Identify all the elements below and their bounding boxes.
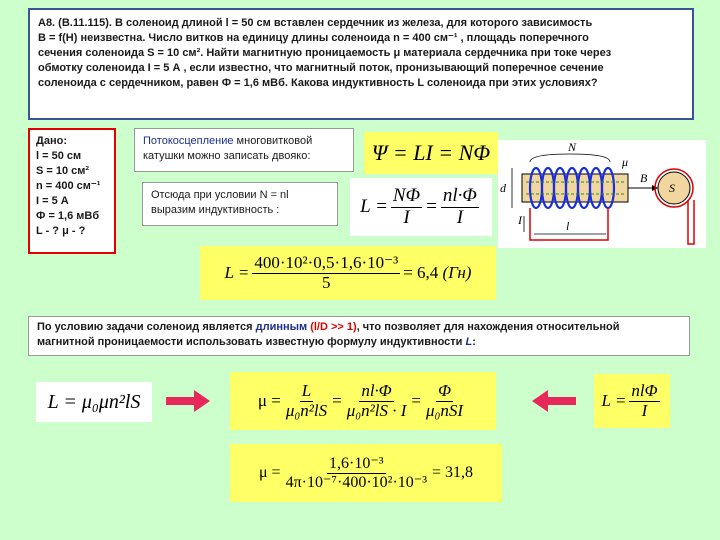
formula-mu: μ = $\frac{L}{\text{μ₀n²lS}}$ = $\frac{nl\cdot\Phi}{\text{μ₀n²lS · I}}$ = Φ μ₀nSI xyxy=(230,372,496,430)
calc-mu-formula: μ = $\frac{\text{1,6·10⁻³}}{\text{4π·10⁻⁷·400·10²·10⁻³}}$ = 31,8 xyxy=(230,444,502,502)
solenoid-diagram xyxy=(498,140,706,248)
problem-box xyxy=(28,8,694,120)
condition-box xyxy=(28,316,690,356)
problem-line-3: сечения соленоида S = 10 см². Найти магнитную проницаемость μ материала сердечника при токе через xyxy=(38,47,612,59)
given-title: Дано: xyxy=(36,135,67,147)
arrow-left-icon xyxy=(530,388,576,414)
condition-line-2: магнитной проницаемости использовать известную формулу индуктивности L: xyxy=(37,336,476,348)
label-d: d xyxy=(500,181,506,195)
formula-L-right: L = nlΦ I xyxy=(594,374,670,428)
formula-L-mu: L = μ₀μn²lS xyxy=(36,382,152,422)
derive-text-box: Отсюда при условии N = nl выразим индуктивность : xyxy=(142,182,338,226)
calc-L-formula: L = $\frac{\text{400·10²·0,5·1,6·10⁻³}}{5}$ = 6,4 (Гн) xyxy=(200,246,496,300)
label-B: B xyxy=(640,171,648,185)
problem-line-4: обмотку соленоида I = 5 А , если известно, что магнитный поток, пронизывающий поперечное сечение xyxy=(38,62,604,74)
given-item: L - ? μ - ? xyxy=(36,225,86,237)
solenoid-svg xyxy=(498,140,706,248)
label-I: I xyxy=(518,213,522,227)
label-S: S xyxy=(669,181,675,195)
problem-line-1: А8. (В.11.115). В соленоид длиной l = 50 см вставлен сердечник из железа, для которого зависимость xyxy=(38,17,593,29)
label-mu: μ xyxy=(622,155,629,169)
flux-term: Потокосцепление xyxy=(143,135,234,147)
arrow-right-icon xyxy=(166,388,212,414)
label-l: l xyxy=(566,219,570,233)
flux-text-box: Потокосцепление многовитковой катушки можно записать двояко: xyxy=(134,128,354,172)
given-box xyxy=(28,128,116,254)
given-item: I = 5 А xyxy=(36,195,69,207)
problem-line-5: соленоида с сердечником, равен Ф = 1,6 мВб. Какова индуктивность L соленоида при этих условиях? xyxy=(38,77,598,89)
psi-formula: Ψ = LI = NΦ xyxy=(364,132,498,174)
problem-line-2: B = f(H) неизвестна. Число витков на единицу длины соленоида n = 400 см⁻¹ , площадь поперечного xyxy=(38,32,589,44)
given-item: n = 400 см⁻¹ xyxy=(36,180,101,192)
given-item: Ф = 1,6 мВб xyxy=(36,210,100,222)
given-item: l = 50 см xyxy=(36,150,82,162)
condition-line-1: По условию задачи соленоид является длинным (l/D >> 1), что позволяет для нахождения относительной xyxy=(37,321,620,333)
given-item: S = 10 см² xyxy=(36,165,90,177)
label-N: N xyxy=(568,140,577,154)
inductance-fraction-formula: L = $\frac{N\Phi}{I}$ = $\frac{nl\cdot\Phi}{I}$ xyxy=(350,178,492,236)
